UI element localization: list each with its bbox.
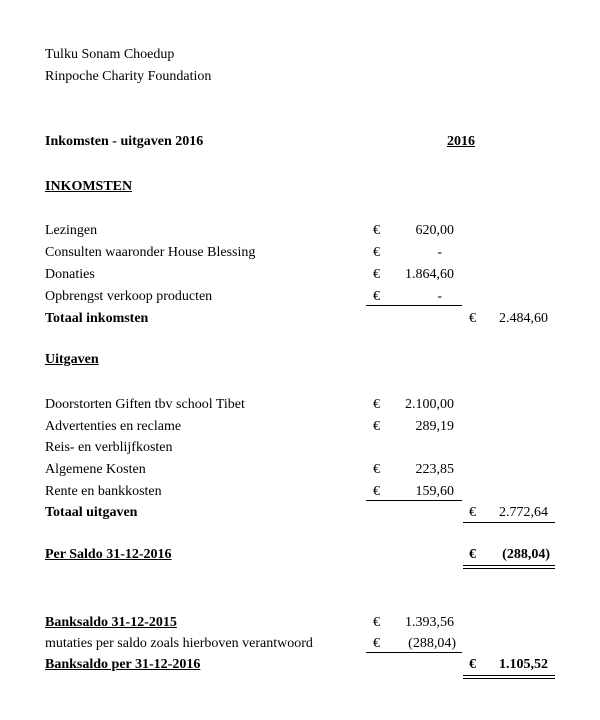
income-item-value: - [437, 289, 442, 304]
saldo-value: (288,04) [502, 547, 550, 562]
euro-sign: € [469, 505, 476, 520]
expense-item-value: 2.100,00 [405, 397, 454, 412]
double-rule-bottom [463, 678, 555, 679]
expense-item-label: Reis- en verblijfkosten [45, 440, 173, 455]
expense-item-label: Rente en bankkosten [45, 484, 162, 499]
euro-sign: € [469, 657, 476, 672]
expense-item-label: Algemene Kosten [45, 462, 146, 477]
income-item-value: 620,00 [415, 223, 454, 238]
expense-item-value: 223,85 [415, 462, 454, 477]
mutations-label: mutaties per saldo zoals hierboven verantwoord [45, 636, 313, 651]
euro-sign: € [373, 223, 380, 238]
income-total-value: 2.484,60 [499, 311, 548, 326]
euro-sign: € [373, 397, 380, 412]
double-rule-top [463, 675, 555, 676]
expense-item-label: Doorstorten Giften tbv school Tibet [45, 397, 245, 412]
mutations-value: (288,04) [408, 636, 456, 651]
euro-sign: € [373, 289, 380, 304]
euro-sign: € [373, 484, 380, 499]
income-total-label: Totaal inkomsten [45, 311, 149, 326]
expense-item-label: Advertenties en reclame [45, 419, 182, 434]
euro-sign: € [373, 636, 380, 651]
euro-sign: € [373, 419, 380, 434]
expenses-heading: Uitgaven [45, 352, 99, 367]
column-year-header: 2016 [447, 134, 475, 149]
subtotal-rule [366, 305, 462, 306]
income-item-value: 1.864,60 [405, 267, 454, 282]
income-item-label: Consulten waaronder House Blessing [45, 245, 256, 260]
income-item-value: - [437, 245, 442, 260]
income-item-label: Opbrengst verkoop producten [45, 289, 213, 304]
subtotal-rule [366, 500, 462, 501]
expenses-total-label: Totaal uitgaven [45, 505, 138, 520]
expense-item-value: 289,19 [415, 419, 454, 434]
double-rule-bottom [463, 568, 555, 569]
bank-balance-2016-label: Banksaldo per 31-12-2016 [45, 657, 201, 672]
subtotal-rule [366, 652, 462, 653]
organization-name-line1: Tulku Sonam Choedup [45, 47, 175, 62]
bank-balance-2016-value: 1.105,52 [499, 657, 548, 672]
bank-balance-2015-label: Banksaldo 31-12-2015 [45, 615, 177, 630]
euro-sign: € [469, 547, 476, 562]
euro-sign: € [373, 267, 380, 282]
income-heading: INKOMSTEN [45, 179, 133, 194]
organization-name-line2: Rinpoche Charity Foundation [45, 69, 212, 84]
saldo-label: Per Saldo 31-12-2016 [45, 547, 172, 562]
expense-item-value: 159,60 [415, 484, 454, 499]
double-rule-top [463, 565, 555, 566]
euro-sign: € [373, 615, 380, 630]
income-item-label: Lezingen [45, 223, 98, 238]
total-rule [463, 522, 555, 523]
euro-sign: € [469, 311, 476, 326]
page-title: Inkomsten - uitgaven 2016 [45, 134, 204, 149]
euro-sign: € [373, 245, 380, 260]
expenses-total-value: 2.772,64 [499, 505, 548, 520]
euro-sign: € [373, 462, 380, 477]
bank-balance-2015-value: 1.393,56 [405, 615, 454, 630]
income-item-label: Donaties [45, 267, 95, 282]
